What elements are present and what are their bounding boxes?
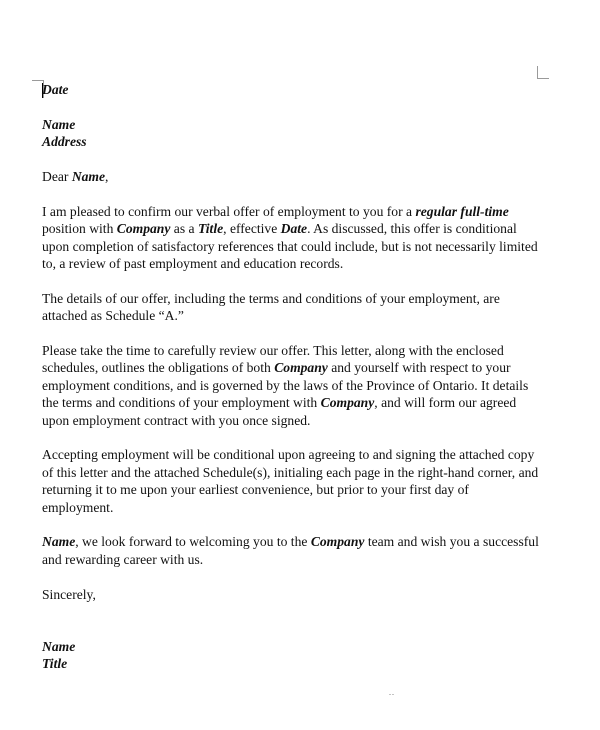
company-placeholder: Company bbox=[320, 395, 375, 411]
company-placeholder: Company bbox=[116, 221, 171, 237]
paragraph-acceptance: Accepting employment will be conditional upon agreeing to and signing the attached copy of this letter and the attached Schedule(s), initialing each page in the right-hand corner, and returning it to me upon your earliest convenience, but prior to your first day of employment. bbox=[42, 447, 539, 515]
p1-text-4: , effective bbox=[223, 221, 281, 237]
recipient-block bbox=[42, 116, 542, 151]
p5-text-1: , we look forward to welcoming you to the bbox=[75, 534, 311, 550]
paragraph-mark: .. bbox=[389, 688, 395, 697]
paragraph-welcome bbox=[42, 533, 542, 568]
signature-block bbox=[42, 638, 542, 673]
p1-text-2: position with bbox=[42, 221, 117, 237]
p1-text-3: as a bbox=[170, 221, 198, 237]
name-placeholder: Name bbox=[42, 534, 76, 550]
paragraph-review bbox=[42, 342, 542, 429]
p1-text-1: I am pleased to confirm our verbal offer of employment to you for a bbox=[42, 203, 416, 219]
effective-date-placeholder: Date bbox=[280, 221, 308, 237]
salutation-name: Name bbox=[71, 169, 106, 184]
salutation bbox=[42, 168, 542, 185]
p1-text-5: . As discussed, this offer is conditional upon completion of satisfactory references that could include, but is not necessarily limited to, a review of past employment and education records. bbox=[42, 221, 538, 272]
closing: Sincerely, bbox=[42, 586, 96, 602]
paragraph-offer bbox=[42, 203, 542, 273]
p3-text-2: and yourself with respect to your employment conditions, and is governed by the laws of the Province of Ontario. It details the terms and conditions of your employment with bbox=[42, 360, 529, 411]
salutation-prefix: Dear bbox=[42, 169, 72, 184]
signer-title: Title bbox=[42, 656, 68, 672]
recipient-name: Name bbox=[42, 116, 76, 132]
date-line bbox=[42, 81, 542, 98]
position-type: regular full-time bbox=[415, 203, 509, 219]
date-placeholder: Date bbox=[42, 82, 69, 97]
letter-body[interactable] bbox=[42, 81, 542, 690]
signer-name: Name bbox=[42, 638, 76, 654]
paragraph-details: The details of our offer, including the terms and conditions of your employment, are attached as Schedule “A.” bbox=[42, 290, 500, 324]
p3-text-3: , and will form our agreed upon employment contract with you once signed. bbox=[42, 395, 517, 428]
salutation-suffix: , bbox=[105, 169, 109, 184]
p5-text-2: team and wish you a successful and rewarding career with us. bbox=[42, 534, 539, 567]
recipient-address: Address bbox=[42, 134, 87, 150]
company-placeholder: Company bbox=[274, 360, 328, 376]
title-placeholder: Title bbox=[197, 221, 224, 237]
p3-text-1: Please take the time to carefully review our offer. This letter, along with the enclosed schedules, outlines the obligations of both bbox=[42, 343, 504, 376]
company-placeholder: Company bbox=[310, 534, 365, 550]
margin-corner-top-right bbox=[537, 66, 549, 79]
